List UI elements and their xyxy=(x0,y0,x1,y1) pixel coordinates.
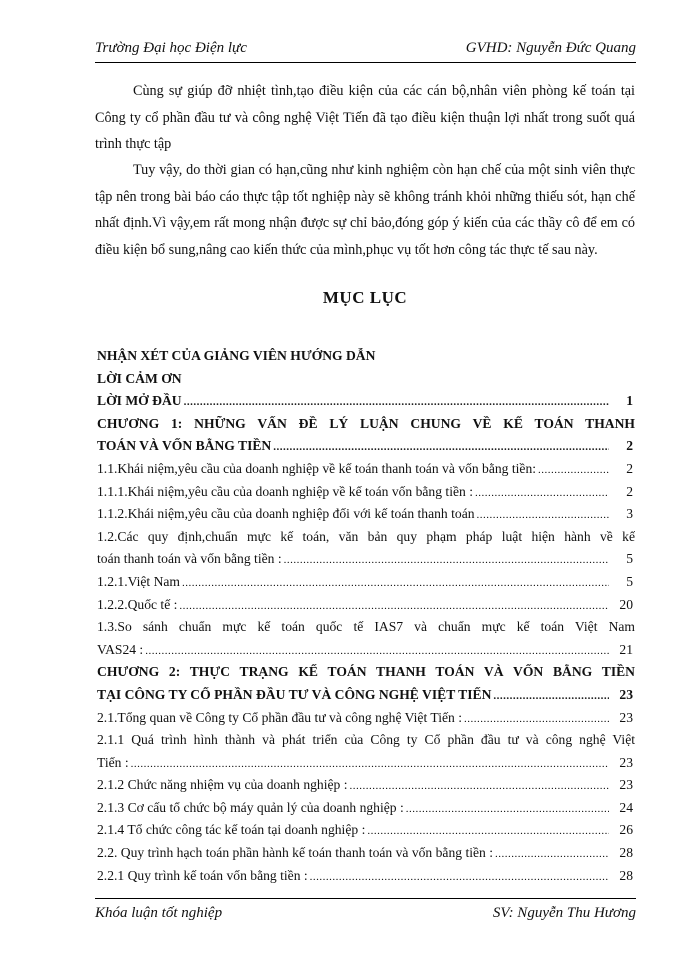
toc-entry-text: toán thanh toán và vốn bằng tiền : xyxy=(97,551,282,567)
toc-entry-page: 24 xyxy=(619,799,633,815)
toc-entry-text: 1.2.1.Việt Nam xyxy=(97,573,180,589)
toc-entry[interactable] xyxy=(97,868,635,891)
toc-entry[interactable] xyxy=(97,506,635,529)
toc-entry-text: TẠI CÔNG TY CỔ PHẦN ĐẦU TƯ VÀ CÔNG NGHỆ VIỆT TIẾN xyxy=(97,686,492,702)
toc-entry[interactable] xyxy=(97,529,635,552)
toc-entry-page: 5 xyxy=(626,573,633,589)
toc-entry-page: 5 xyxy=(626,551,633,567)
toc-entry-text: TOÁN VÀ VỐN BẰNG TIỀN xyxy=(97,438,272,454)
toc-entry-text: 2.1.Tổng quan về Công ty Cổ phần đầu tư và công nghệ Việt Tiến : xyxy=(97,709,462,725)
acknowledgement-paragraph-2: Tuy vậy, do thời gian có hạn,cũng như kinh nghiệm còn hạn chế của một sinh viên thực tập nên trong bài báo cáo thực tập tốt nghiệp này sẽ không tránh khỏi những thiếu sót, hạn chế nhất định.Vì vậy,em rất mong nhận được sự chỉ bảo,đóng góp ý kiến của các thầy cô để em có điều kiện bổ sung,nâng cao kiến thức của mình,phục vụ tốt hơn công tác thực tế sau này. xyxy=(95,162,635,258)
toc-entry-text: 2.1.4 Tổ chức công tác kế toán tại doanh nghiệp : xyxy=(97,822,366,838)
toc-entry[interactable] xyxy=(97,732,635,755)
toc-entry-page: 2 xyxy=(626,460,633,476)
toc-entry[interactable] xyxy=(97,597,635,620)
toc-entry[interactable] xyxy=(97,664,635,687)
toc-entry-text: 1.2.2.Quốc tế : xyxy=(97,596,178,612)
toc-entry-page: 2 xyxy=(626,438,633,454)
acknowledgement-paragraph-1: Cùng sự giúp đỡ nhiệt tình,tạo điều kiện của các cán bộ,nhân viên phòng kế toán tại Công ty cổ phần đầu tư và công nghệ Việt Tiến đã tạo điều kiện thuận lợi nhất trong suốt quá trình thực tập xyxy=(95,83,635,152)
toc-entry-page: 3 xyxy=(626,506,633,522)
toc-entry-text: 1.1.Khái niệm,yêu cầu của doanh nghiệp về kế toán thanh toán và vốn bằng tiền: xyxy=(97,460,537,476)
toc-entry-text: 2.1.1 Quá trình hình thành và phát triển của Công ty Cổ phần đầu tư và công nghệ Việt xyxy=(97,732,635,748)
toc-entry-continued[interactable] xyxy=(97,551,635,574)
header-school: Trường Đại học Điện lực xyxy=(95,40,247,56)
toc-entry-continued[interactable] xyxy=(97,687,635,710)
table-of-contents xyxy=(97,348,635,890)
toc-entry-continued[interactable] xyxy=(97,642,635,665)
toc-entry[interactable] xyxy=(97,800,635,823)
toc-entry-text: LỜI MỞ ĐẦU xyxy=(97,393,182,409)
toc-entry-page: 21 xyxy=(619,641,633,657)
toc-entry[interactable] xyxy=(97,416,635,439)
toc-entry[interactable] xyxy=(97,348,635,371)
toc-entry[interactable] xyxy=(97,845,635,868)
toc-entry-page: 20 xyxy=(619,596,633,612)
toc-entry-page: 28 xyxy=(619,845,633,861)
toc-entry-page: 23 xyxy=(619,777,633,793)
header-supervisor: GVHD: Nguyễn Đức Quang xyxy=(465,40,636,56)
toc-entry-page: 2 xyxy=(626,483,633,499)
toc-entry-page: 23 xyxy=(619,754,633,770)
toc-entry[interactable] xyxy=(97,619,635,642)
toc-entry-text: 1.1.1.Khái niệm,yêu cầu của doanh nghiệp về kế toán vốn bằng tiền : xyxy=(97,483,473,499)
toc-entry-text: VAS24 : xyxy=(97,641,144,657)
toc-entry-text: 1.1.2.Khái niệm,yêu cầu của doanh nghiệp đối với kế toán thanh toán xyxy=(97,506,475,522)
toc-entry-page: 23 xyxy=(619,686,633,702)
toc-entry-text: 1.3.So sánh chuẩn mực kế toán quốc tế IAS7 và chuẩn mực kế toán Việt Nam xyxy=(97,619,635,635)
toc-entry-text: 2.1.2 Chức năng nhiệm vụ của doanh nghiệp : xyxy=(97,777,348,793)
footer-student: SV: Nguyễn Thu Hương xyxy=(492,905,636,921)
toc-entry[interactable] xyxy=(97,574,635,597)
page-footer xyxy=(95,898,636,922)
footer-thesis-label: Khóa luận tốt nghiệp xyxy=(95,905,223,921)
toc-entry[interactable] xyxy=(97,484,635,507)
toc-entry-text: NHẬN XÉT CỦA GIẢNG VIÊN HƯỚNG DẪN xyxy=(97,348,376,363)
toc-entry[interactable] xyxy=(97,822,635,845)
toc-entry-page: 28 xyxy=(619,867,633,883)
toc-entry-page: 1 xyxy=(626,393,633,409)
toc-entry-page: 26 xyxy=(619,822,633,838)
toc-entry-text: 1.2.Các quy định,chuẩn mực kế toán, văn bản quy phạm pháp luật hiện hành về kế xyxy=(97,528,635,544)
toc-entry[interactable] xyxy=(97,710,635,733)
toc-entry-text: 2.1.3 Cơ cấu tổ chức bộ máy quản lý của doanh nghiệp : xyxy=(97,799,404,815)
toc-entry[interactable] xyxy=(97,461,635,484)
toc-entry[interactable] xyxy=(97,371,635,394)
page-header xyxy=(95,40,636,63)
toc-entry[interactable] xyxy=(97,393,635,416)
toc-title: MỤC LỤC xyxy=(322,288,408,307)
toc-entry-text: LỜI CẢM ƠN xyxy=(97,370,182,386)
toc-entry[interactable] xyxy=(97,777,635,800)
toc-entry-text: Tiến : xyxy=(97,754,129,770)
toc-entry-text: CHƯƠNG 1: NHỮNG VẤN ĐỀ LÝ LUẬN CHUNG VỀ KẾ TOÁN THANH xyxy=(97,415,635,431)
toc-entry-continued[interactable] xyxy=(97,755,635,778)
toc-entry-text: CHƯƠNG 2: THỰC TRẠNG KẾ TOÁN THANH TOÁN VÀ VỐN BẰNG TIỀN xyxy=(97,664,635,680)
toc-entry-page: 23 xyxy=(619,709,633,725)
toc-entry-continued[interactable] xyxy=(97,438,635,461)
toc-entry-text: 2.2.1 Quy trình kế toán vốn bằng tiền : xyxy=(97,867,308,883)
toc-entry-text: 2.2. Quy trình hạch toán phần hành kế toán thanh toán và vốn bằng tiền : xyxy=(97,845,494,861)
